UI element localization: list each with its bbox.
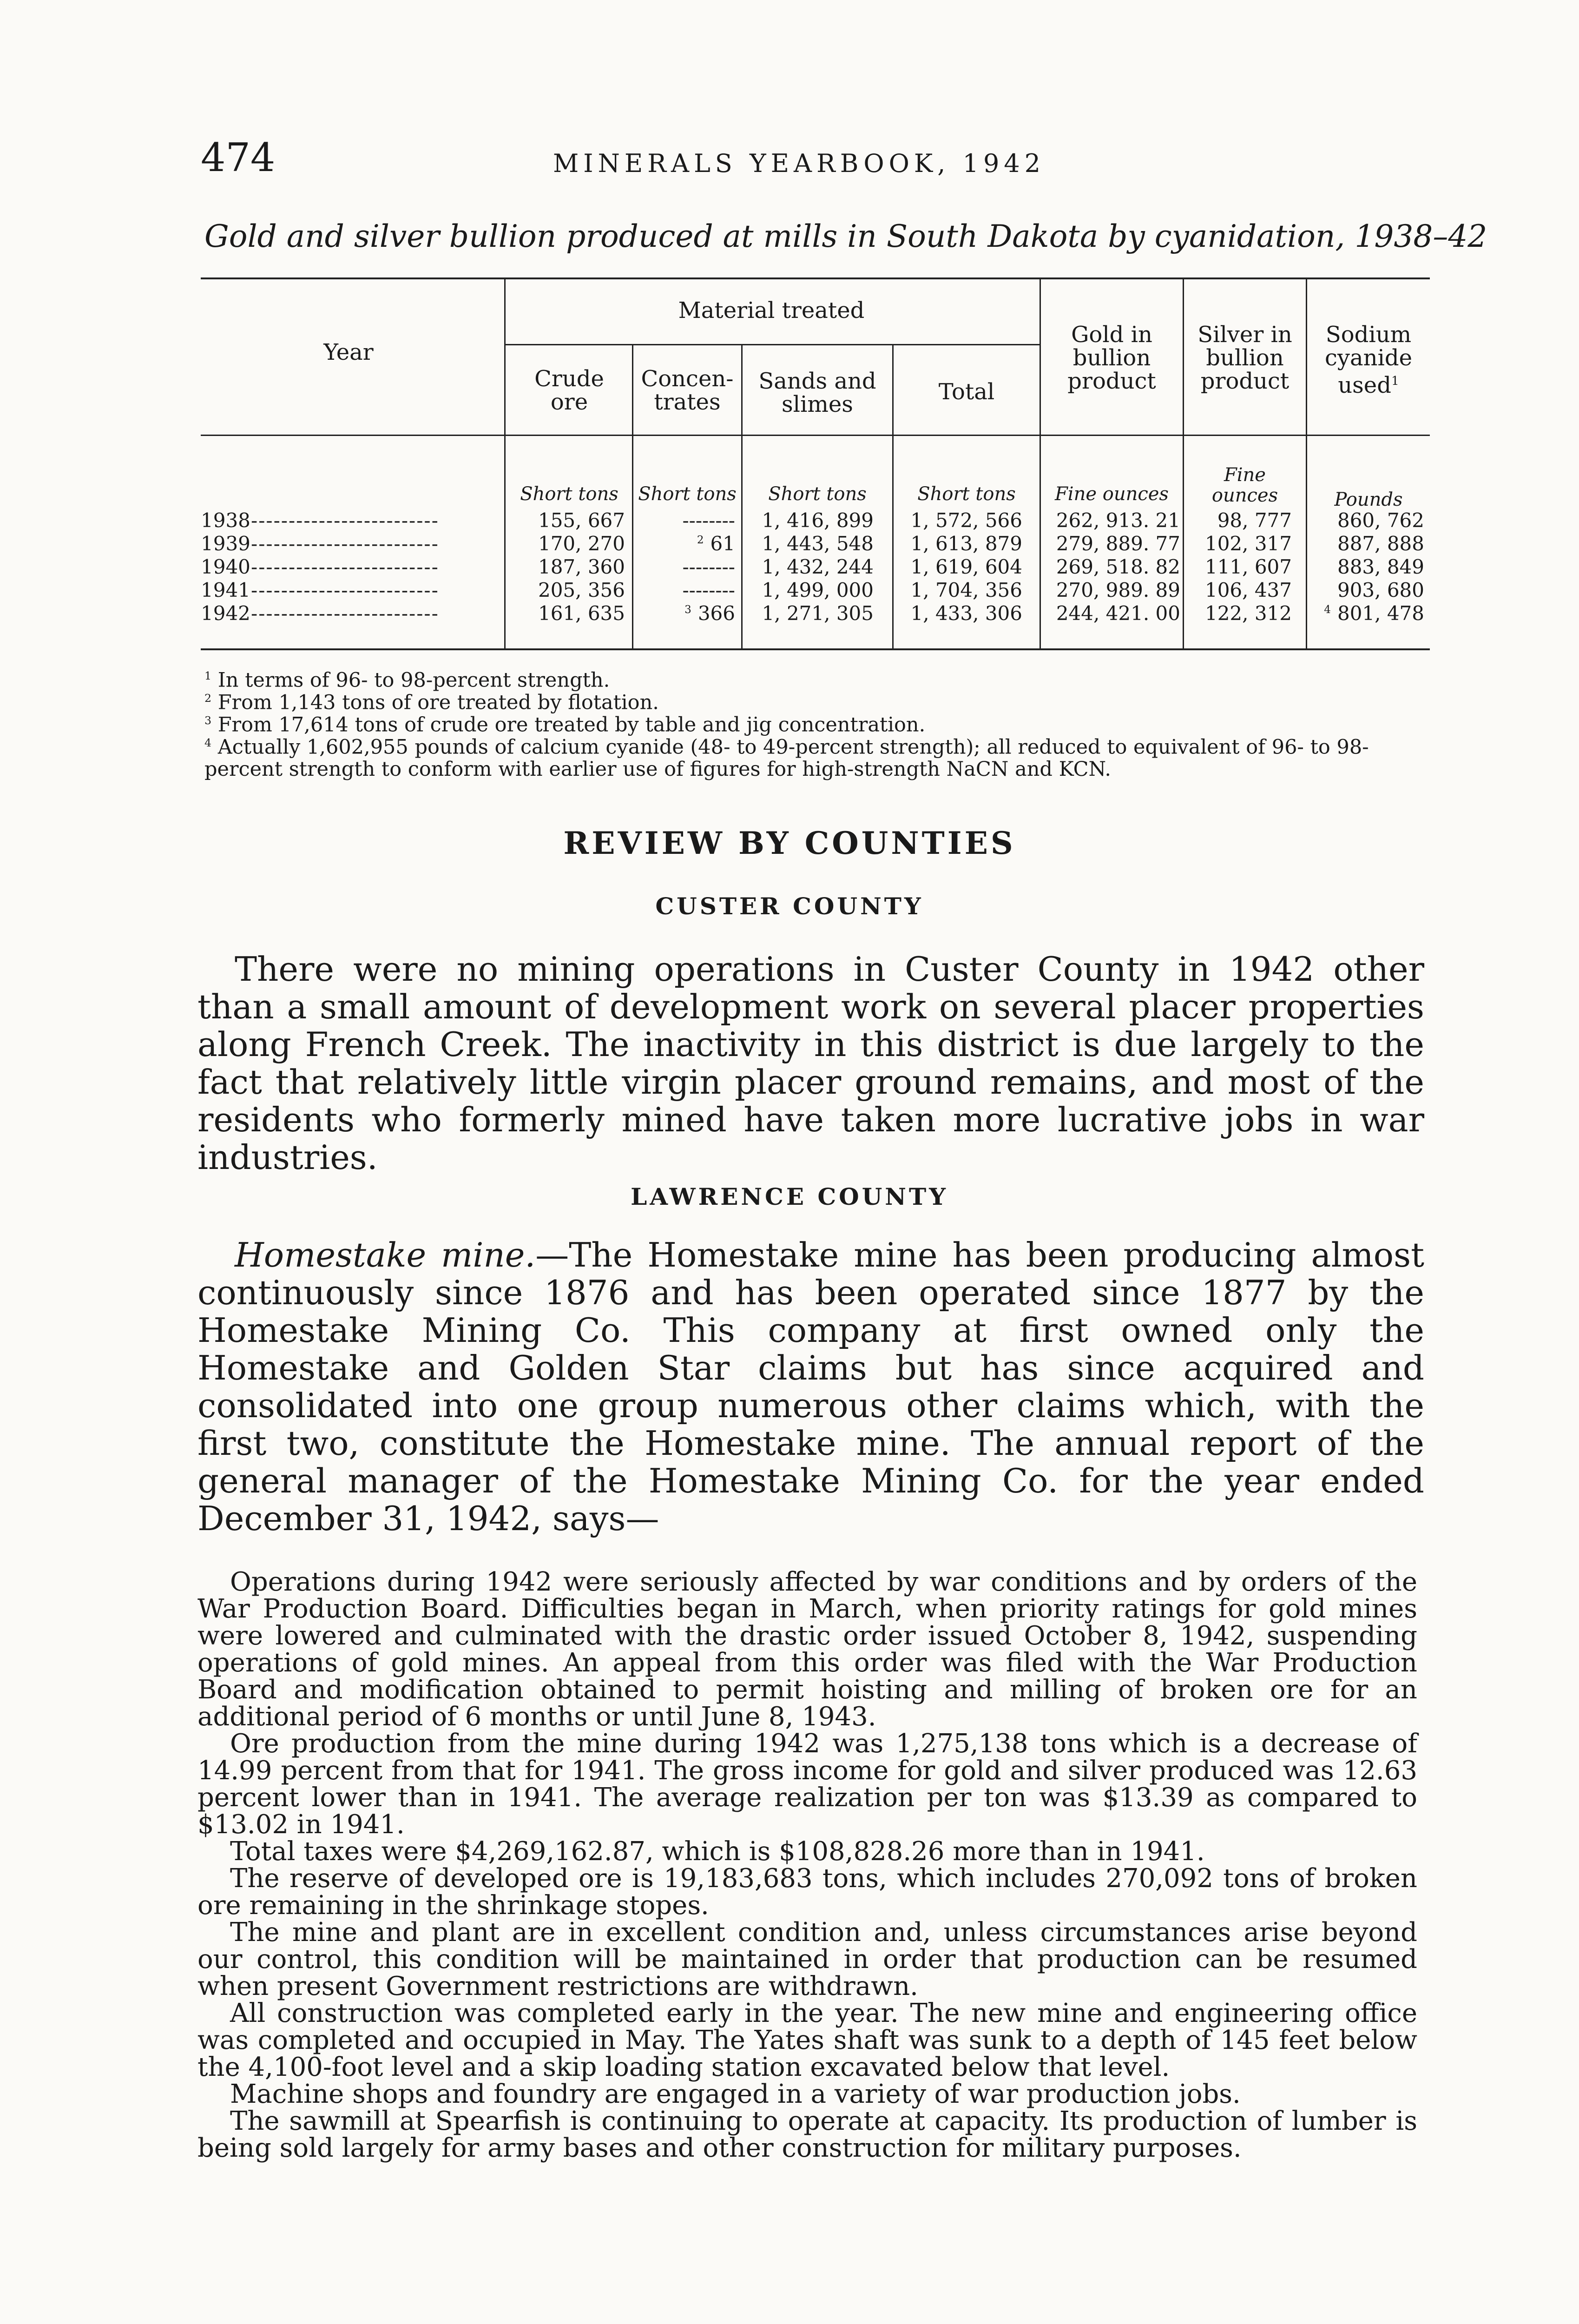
cell-total	[911, 555, 1022, 578]
custer-county-heading: CUSTER COUNTY	[655, 892, 924, 920]
header-sodium	[1307, 323, 1430, 397]
footnote-mark: 1	[204, 669, 212, 682]
footnote-ref: 2	[697, 534, 704, 546]
cell-value: 262, 913. 21	[1056, 509, 1180, 532]
footnote-ref: 3	[684, 604, 691, 616]
cell-silver	[1205, 579, 1292, 601]
cell-conc	[697, 532, 735, 555]
header-line: product	[1200, 368, 1290, 394]
footnote-ref: 1	[1391, 374, 1399, 388]
unit-silver	[1184, 465, 1306, 506]
cell-value: 1, 271, 305	[762, 602, 874, 625]
unit-sodium: Pounds	[1334, 489, 1403, 510]
footnote-text: From 1,143 tons of ore treated by flotation.	[217, 691, 659, 714]
header-line: bullion	[1072, 345, 1151, 371]
cell-value: --------	[682, 555, 735, 578]
header-material-treated: Material treated	[678, 297, 865, 324]
unit-sands: Short tons	[768, 483, 867, 505]
cell-silver	[1205, 555, 1292, 578]
header-line: slimes	[782, 391, 853, 417]
cell-gold	[1056, 579, 1180, 601]
header-gold	[1041, 323, 1183, 393]
cell-gold	[1056, 555, 1180, 578]
footnote-mark: 3	[204, 714, 212, 727]
quote-paragraph: Operations during 1942 were seriously affected by war conditions and by orders of the War Production Board. Difficulties began in March, when priority ratings for gold mines were lowered and culminated with the drastic order issued October 8, 1942, suspending operations of gold mines. An appeal from this order was filed with the War Production Board and modification obtained to permit hoisting and milling of broken ore for an additional period of 6 months or until June 8, 1943.	[197, 1567, 1417, 1732]
col-sep	[504, 277, 506, 649]
cell-value: 106, 437	[1204, 579, 1292, 601]
cell-sands	[762, 509, 874, 532]
header-line: Crude	[534, 366, 604, 392]
header-line: Silver in	[1197, 322, 1292, 348]
quote-paragraph: Ore production from the mine during 1942 was 1,275,138 tons which is a decrease of 14.99 percent from that for 1941. The gross income for gold and silver produced was 12.63 percent lower than in 1941. The average realization per ton was $13.39 as compared to $13.02 in 1941.	[197, 1729, 1417, 1840]
row-leader: -------------------------	[251, 532, 439, 555]
cell-crude	[538, 579, 625, 601]
footnote-text: In terms of 96- to 98-percent strength.	[217, 668, 610, 692]
cell-value: 1, 432, 244	[762, 555, 874, 578]
cell-value: 1, 499, 000	[762, 579, 874, 601]
cell-value: --------	[682, 509, 735, 532]
footnote-4	[204, 732, 1431, 780]
cell-value: 269, 518. 82	[1056, 555, 1180, 578]
cell-value: 1, 416, 899	[762, 509, 874, 532]
cell-conc	[676, 509, 735, 532]
cell-crude	[538, 509, 625, 532]
quote-paragraph: The reserve of developed ore is 19,183,683 tons, which includes 270,092 tons of broken ore remaining in the shrinkage stopes.	[197, 1863, 1417, 1921]
cell-value: 1, 619, 604	[910, 555, 1022, 578]
cell-value: 244, 421. 00	[1056, 602, 1180, 625]
row-leader: -------------------------	[251, 509, 439, 532]
header-line	[1307, 370, 1430, 397]
row-year: 1940	[201, 555, 250, 578]
annual-report-quote	[197, 1569, 1417, 2162]
cell-value: 187, 360	[538, 555, 625, 578]
header-line: Concen-	[641, 366, 734, 392]
cell-value: 1, 704, 356	[910, 579, 1022, 601]
cell-sands	[762, 555, 874, 578]
cell-silver	[1205, 532, 1292, 555]
cell-silver	[1217, 509, 1292, 532]
quote-paragraph: The mine and plant are in excellent condition and, unless circumstances arise beyond our control, this condition will be maintained in order that production can be resumed when present Government restrictions are withdrawn.	[197, 1917, 1417, 2001]
header-line: product	[1067, 368, 1156, 394]
cell-total	[911, 602, 1022, 625]
cell-total	[911, 579, 1022, 601]
cell-value: 270, 989. 89	[1056, 579, 1180, 601]
header-line: bullion	[1206, 345, 1284, 371]
footnote-text: From 17,614 tons of crude ore treated by table and jig concentration.	[217, 713, 926, 737]
header-silver	[1184, 323, 1306, 393]
row-year: 1941	[201, 579, 250, 601]
section-heading: REVIEW BY COUNTIES	[563, 825, 1016, 861]
row-year: 1938	[201, 509, 250, 532]
cell-sodium	[1331, 509, 1424, 532]
lawrence-county-heading: LAWRENCE COUNTY	[631, 1183, 948, 1210]
header-total: Total	[938, 379, 995, 405]
cell-value: 366	[697, 602, 735, 625]
cell-value: 1, 433, 306	[910, 602, 1022, 625]
cell-value: 122, 312	[1204, 602, 1292, 625]
cell-value: 1, 572, 566	[910, 509, 1022, 532]
table-top-rule	[201, 277, 1430, 279]
quote-paragraph: All construction was completed early in the year. The new mine and engineering office was completed and occupied in May. The Yates shaft was sunk to a depth of 145 feet below the 4,100-foot level and a skip loading station excavated below that level.	[197, 1998, 1417, 2082]
cell-value: 170, 270	[538, 532, 625, 555]
footnote-mark: 4	[204, 736, 212, 749]
cell-conc	[676, 579, 735, 601]
footnote-mark: 2	[204, 692, 212, 705]
quote-paragraph: Total taxes were $4,269,162.87, which is $108,828.26 more than in 1941.	[230, 1836, 1205, 1867]
header-concentrates	[633, 367, 741, 414]
cell-value: 279, 889. 77	[1056, 532, 1180, 555]
unit-line: ounces	[1211, 485, 1278, 506]
quote-paragraph: Machine shops and foundry are engaged in a variety of war production jobs.	[230, 2079, 1241, 2109]
unit-concentrates: Short tons	[638, 483, 737, 505]
page-number: 474	[201, 135, 276, 180]
unit-gold: Fine ounces	[1055, 483, 1169, 505]
cell-total	[911, 509, 1022, 532]
cell-crude	[538, 602, 625, 625]
unit-total: Short tons	[917, 483, 1016, 505]
header-crude-ore	[507, 367, 632, 414]
table-caption: Gold and silver bullion produced at mills in South Dakota by cyanidation, 1938–42	[204, 218, 1487, 254]
header-line: trates	[654, 389, 721, 415]
header-sands-slimes	[743, 370, 892, 416]
footnote-text: Actually 1,602,955 pounds of calcium cyanide (48- to 49-percent strength); all reduced to equivalent of 96- to 98-percent strength to conform with earlier use of figures for high-strength NaCN and KCN.	[204, 735, 1369, 781]
header-line: Gold in	[1071, 322, 1152, 348]
row-leader: -------------------------	[251, 555, 439, 578]
header-line: ore	[550, 389, 588, 415]
cell-value: 1, 443, 548	[762, 532, 874, 555]
row-year: 1939	[201, 532, 250, 555]
cell-sodium	[1324, 602, 1424, 625]
cell-sodium	[1331, 579, 1424, 601]
cell-conc	[676, 555, 735, 578]
material-treated-rule	[504, 344, 1040, 345]
row-year: 1942	[201, 602, 250, 625]
cell-value: 205, 356	[538, 579, 625, 601]
homestake-paragraph	[197, 1236, 1424, 1538]
cell-value: 903, 680	[1337, 579, 1424, 601]
header-line: Sodium	[1325, 322, 1412, 348]
cell-value: 860, 762	[1337, 509, 1424, 532]
header-line: cyanide	[1324, 345, 1412, 371]
table-bottom-rule	[201, 648, 1430, 650]
homestake-text: —The Homestake mine has been producing almost continuously since 1876 and has been operated since 1877 by the Homestake Mining Co. This company at first owned only the Homestake and Golden Star claims but has since acquired and consolidated into one group numerous other claims which, with the first two, constitute the Homestake mine. The annual report of the general manager of the Homestake Mining Co. for the year ended December 31, 1942, says—	[197, 1235, 1425, 1538]
cell-sodium	[1331, 532, 1424, 555]
cell-value: 161, 635	[538, 602, 625, 625]
header-line-text: used	[1338, 372, 1391, 398]
header-line: Sands and	[758, 368, 876, 394]
cell-value: 883, 849	[1337, 555, 1424, 578]
cell-gold	[1056, 602, 1180, 625]
row-leader: -------------------------	[251, 579, 439, 601]
row-leader: -------------------------	[251, 602, 439, 625]
cell-value: 801, 478	[1337, 602, 1424, 625]
unit-line: Fine	[1224, 464, 1266, 486]
custer-paragraph	[197, 951, 1424, 1176]
cell-silver	[1205, 602, 1292, 625]
cell-value: 155, 667	[538, 509, 625, 532]
cell-value: 1, 613, 879	[910, 532, 1022, 555]
cell-sands	[762, 579, 874, 601]
cell-value: 98, 777	[1217, 509, 1292, 532]
cell-sands	[762, 532, 874, 555]
cell-value: --------	[682, 579, 735, 601]
homestake-lead-title: Homestake mine.	[235, 1235, 536, 1274]
table-header-rule	[201, 435, 1430, 436]
cell-sodium	[1331, 555, 1424, 578]
cell-total	[911, 532, 1022, 555]
running-title: MINERALS YEARBOOK, 1942	[553, 149, 1046, 178]
cell-sands	[762, 602, 874, 625]
cell-value: 102, 317	[1204, 532, 1292, 555]
cell-crude	[538, 532, 625, 555]
header-year: Year	[323, 339, 374, 365]
cell-crude	[538, 555, 625, 578]
cell-gold	[1056, 532, 1180, 555]
cell-value: 111, 607	[1204, 555, 1292, 578]
unit-crude: Short tons	[520, 483, 618, 505]
cell-conc	[684, 602, 735, 625]
cell-value: 61	[710, 532, 735, 555]
footnote-ref: 4	[1324, 604, 1331, 616]
custer-text: There were no mining operations in Custer County in 1942 other than a small amount of development work on several placer properties along French Creek. The inactivity in this district is due largely to the fact that relatively little virgin placer ground remains, and most of the residents who formerly mined have taken more lucrative jobs in war industries.	[197, 950, 1424, 1177]
cell-gold	[1056, 509, 1180, 532]
cell-value: 887, 888	[1337, 532, 1424, 555]
quote-paragraph: The sawmill at Spearfish is continuing to operate at capacity. Its production of lumber is being sold largely for army bases and other construction for military purposes.	[197, 2106, 1417, 2163]
